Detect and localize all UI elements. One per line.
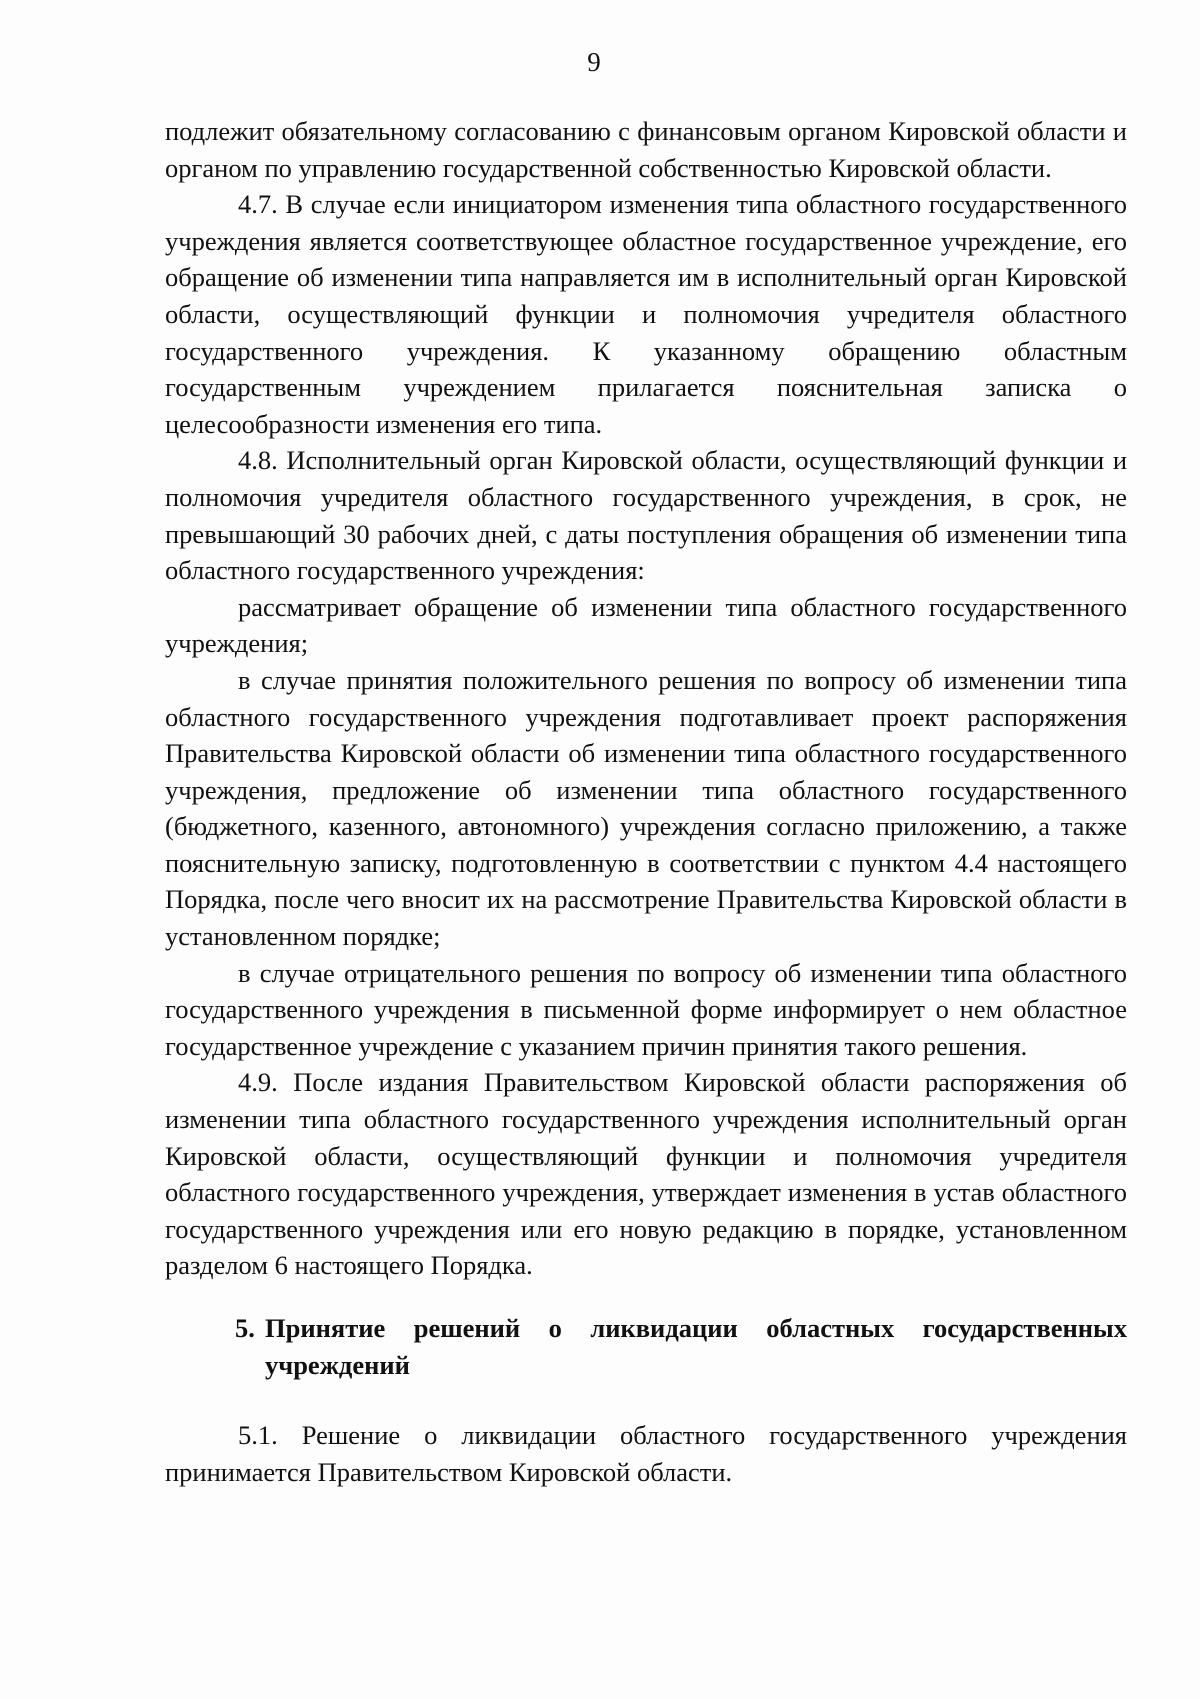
section-5-heading xyxy=(165,1310,1127,1383)
page-number: 9 xyxy=(587,47,601,77)
paragraph-continuation: подлежит обязательному согласованию с финансовым органом Кировской области и органом по управлению государственной собственностью Кировской области. xyxy=(165,116,1127,183)
paragraph-5-1: 5.1. Решение о ликвидации областного государственного учреждения принимается Правительством Кировской области. xyxy=(165,1420,1127,1487)
document-body xyxy=(165,113,1127,1490)
section-5-title: Принятие решений о ликвидации областных государственных учреждений xyxy=(265,1313,1127,1380)
paragraph-4-8: 4.8. Исполнительный орган Кировской области, осуществляющий функции и полномочия учредителя областного государственного учреждения, в срок, не превышающий 30 рабочих дней, с даты поступления обращения об изменении типа областного государственного учреждения: xyxy=(165,445,1127,586)
section-5-number: 5. xyxy=(235,1313,255,1343)
paragraph-4-7: 4.7. В случае если инициатором изменения типа областного государственного учреждения является соответствующее областное государственное учреждение, его обращение об изменении типа направляется им в исполнительный орган Кировской области, осуществляющий функции и полномочия учредителя областного государственного учреждения. К указанному обращению областным государственным учреждением прилагается пояснительная записка о целесообразности изменения его типа. xyxy=(165,189,1127,439)
paragraph-4-8-item-2: в случае принятия положительного решения по вопросу об изменении типа областного государственного учреждения подготавливает проект распоряжения Правительства Кировской области об изменении типа областного государственного учреждения, предложение об изменении типа областного государственного (бюджетного, казенного, автономного) учреждения согласно приложению, а также пояснительную записку, подготовленную в соответствии с пунктом 4.4 настоящего Порядка, после чего вносит их на рассмотрение Правительства Кировской области в установленном порядке; xyxy=(165,664,1127,952)
paragraph-4-8-item-1: рассматривает обращение об изменении типа областного государственного учреждения; xyxy=(165,591,1127,659)
paragraph-4-8-item-3: в случае отрицательного решения по вопросу об изменении типа областного государственного учреждения в письменной форме информирует о нем областное государственное учреждение с указанием причин принятия такого решения. xyxy=(165,957,1127,1061)
paragraph-4-9: 4.9. После издания Правительством Кировской области распоряжения об изменении типа областного государственного учреждения исполнительный орган Кировской области, осуществляющий функции и полномочия учредителя областного государственного учреждения, утверждает изменения в устав областного государственного учреждения или его новую редакцию в порядке, установленном разделом 6 настоящего Порядка. xyxy=(165,1067,1127,1281)
